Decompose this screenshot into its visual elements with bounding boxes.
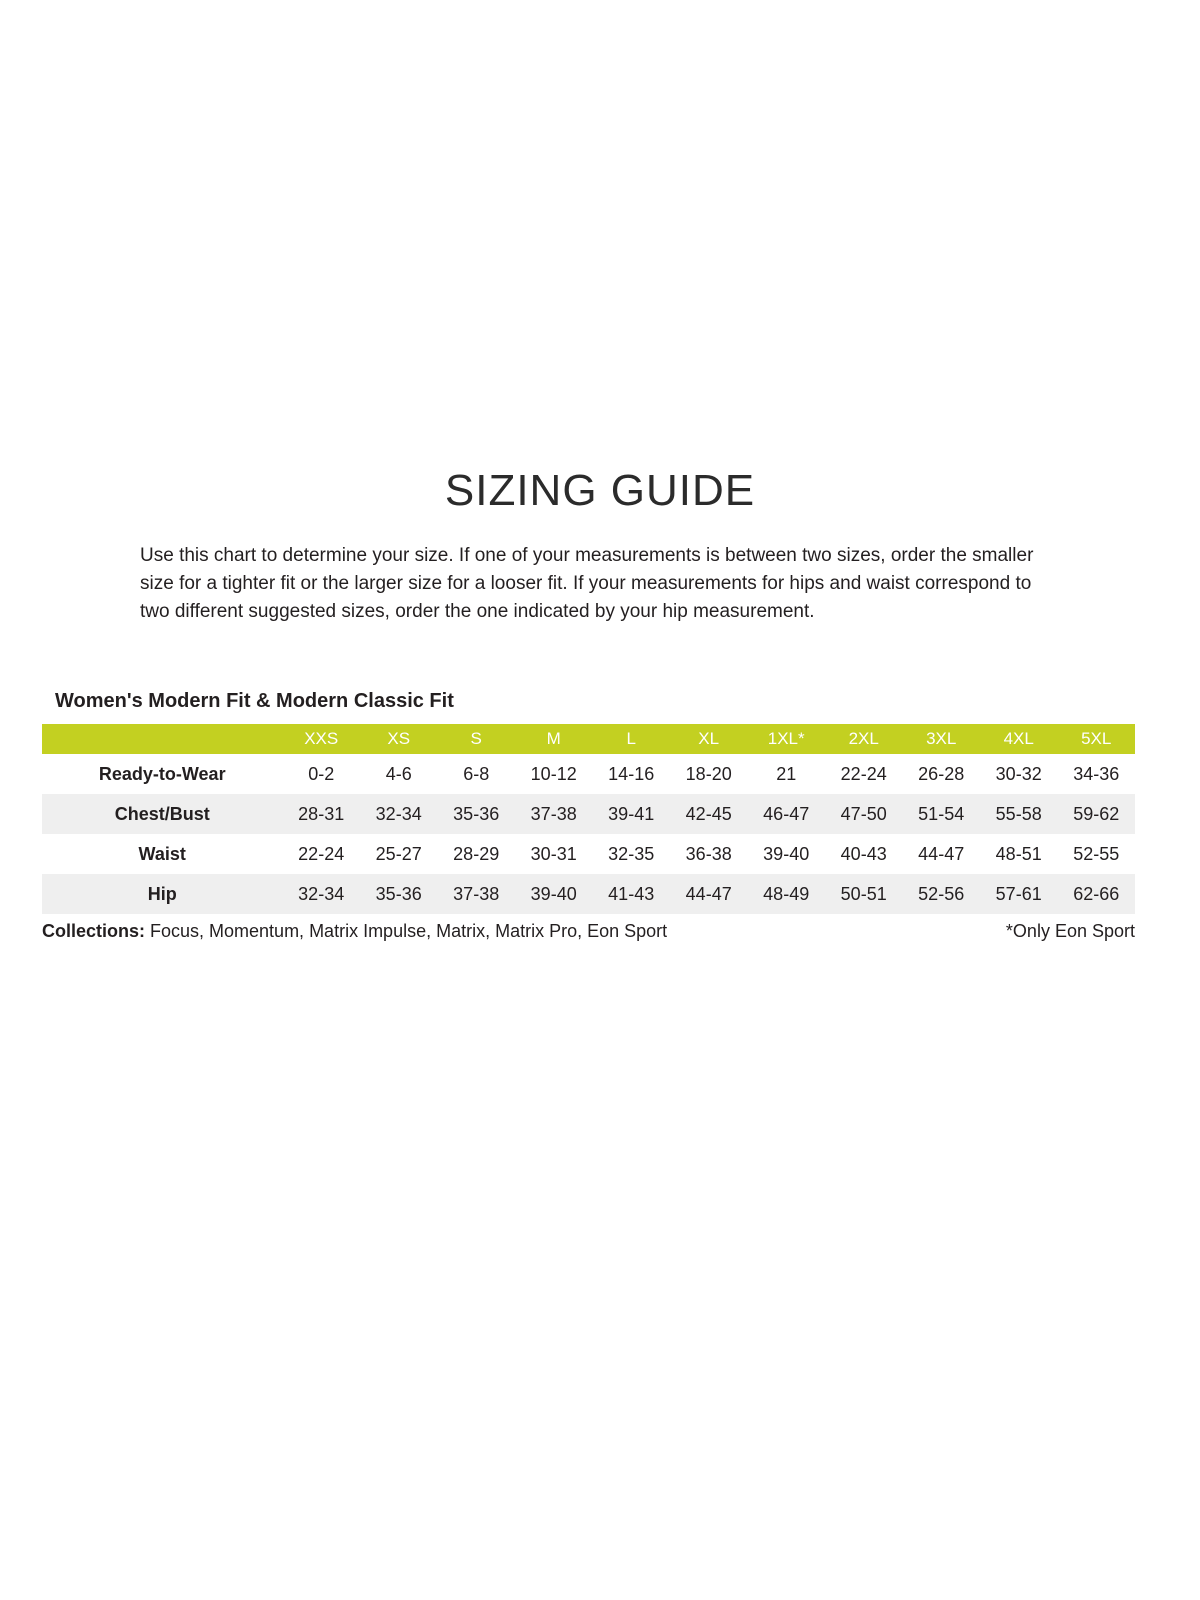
size-table (42, 724, 1135, 914)
size-cell: 6-8 (463, 763, 490, 784)
header-cell-xs: XS (360, 724, 438, 754)
row-label: Hip (147, 883, 177, 904)
header-cell-s: S (437, 724, 515, 754)
collections-label: Collections: (42, 921, 146, 941)
size-cell: 34-36 (1073, 763, 1120, 784)
size-cell: 10-12 (530, 763, 577, 784)
table-header-row (42, 724, 1135, 754)
size-cell: 62-66 (1073, 883, 1120, 904)
row-label: Waist (138, 843, 186, 864)
size-cell: 32-35 (608, 843, 655, 864)
size-cell: 22-24 (298, 843, 345, 864)
size-cell: 25-27 (375, 843, 422, 864)
size-cell: 51-54 (918, 803, 965, 824)
header-cell-m: M (515, 724, 593, 754)
size-cell: 4-6 (385, 763, 412, 784)
collections-list: Focus, Momentum, Matrix Impulse, Matrix, Matrix Pro, Eon Sport (145, 921, 668, 941)
size-cell: 28-29 (453, 843, 500, 864)
size-cell: 37-38 (530, 803, 577, 824)
size-cell: 26-28 (918, 763, 965, 784)
size-cell: 44-47 (918, 843, 965, 864)
size-cell: 35-36 (453, 803, 500, 824)
size-cell: 14-16 (608, 763, 655, 784)
size-cell: 52-56 (918, 883, 965, 904)
header-cell-xxs: XXS (282, 724, 360, 754)
size-cell: 22-24 (840, 763, 887, 784)
size-cell: 21 (776, 763, 797, 784)
size-cell: 32-34 (298, 883, 345, 904)
size-cell: 0-2 (308, 763, 335, 784)
header-cell-5xl: 5XL (1057, 724, 1135, 754)
section-title: Women's Modern Fit & Modern Classic Fit (55, 690, 454, 712)
header-cell-2xl: 2XL (825, 724, 903, 754)
size-cell: 40-43 (840, 843, 887, 864)
size-cell: 50-51 (840, 883, 887, 904)
table-row-waist (42, 834, 1135, 874)
size-cell: 59-62 (1073, 803, 1120, 824)
size-cell: 36-38 (685, 843, 732, 864)
size-cell: 48-49 (763, 883, 810, 904)
collections-line (42, 921, 667, 942)
header-cell-l: L (592, 724, 670, 754)
size-cell: 55-58 (995, 803, 1042, 824)
size-cell: 47-50 (840, 803, 887, 824)
table-row-hip (42, 874, 1135, 914)
header-cell-3xl: 3XL (902, 724, 980, 754)
size-cell: 32-34 (375, 803, 422, 824)
row-label: Ready-to-Wear (98, 763, 226, 784)
header-cell-1xl: 1XL* (747, 724, 825, 754)
size-cell: 39-40 (530, 883, 577, 904)
size-cell: 44-47 (685, 883, 732, 904)
size-chart-section (42, 690, 1135, 942)
footnote: *Only Eon Sport (1005, 921, 1135, 941)
size-cell: 37-38 (453, 883, 500, 904)
row-label: Chest/Bust (114, 803, 210, 824)
size-cell: 48-51 (995, 843, 1042, 864)
header-cell-label-spacer (42, 724, 282, 754)
table-row-ready-to-wear (42, 754, 1135, 794)
size-cell: 41-43 (608, 883, 655, 904)
header-cell-xl: XL (670, 724, 748, 754)
size-cell: 30-31 (530, 843, 577, 864)
size-cell: 28-31 (298, 803, 345, 824)
size-cell: 39-41 (608, 803, 655, 824)
size-cell: 18-20 (685, 763, 732, 784)
size-cell: 52-55 (1073, 843, 1120, 864)
size-cell: 30-32 (995, 763, 1042, 784)
size-cell: 39-40 (763, 843, 810, 864)
size-cell: 57-61 (995, 883, 1042, 904)
page-title: SIZING GUIDE (444, 466, 756, 515)
table-footer (42, 921, 1135, 942)
size-cell: 42-45 (685, 803, 732, 824)
table-row-chest-bust (42, 794, 1135, 834)
size-cell: 35-36 (375, 883, 422, 904)
intro-text: Use this chart to determine your size. If one of your measurements is between two sizes, order the smaller size for a tighter fit or the larger size for a looser fit. If your measurements for hips and waist correspond to two different suggested sizes, order the one indicated by your hip measurement. (140, 545, 1034, 622)
size-cell: 46-47 (763, 803, 810, 824)
header-cell-4xl: 4XL (980, 724, 1058, 754)
